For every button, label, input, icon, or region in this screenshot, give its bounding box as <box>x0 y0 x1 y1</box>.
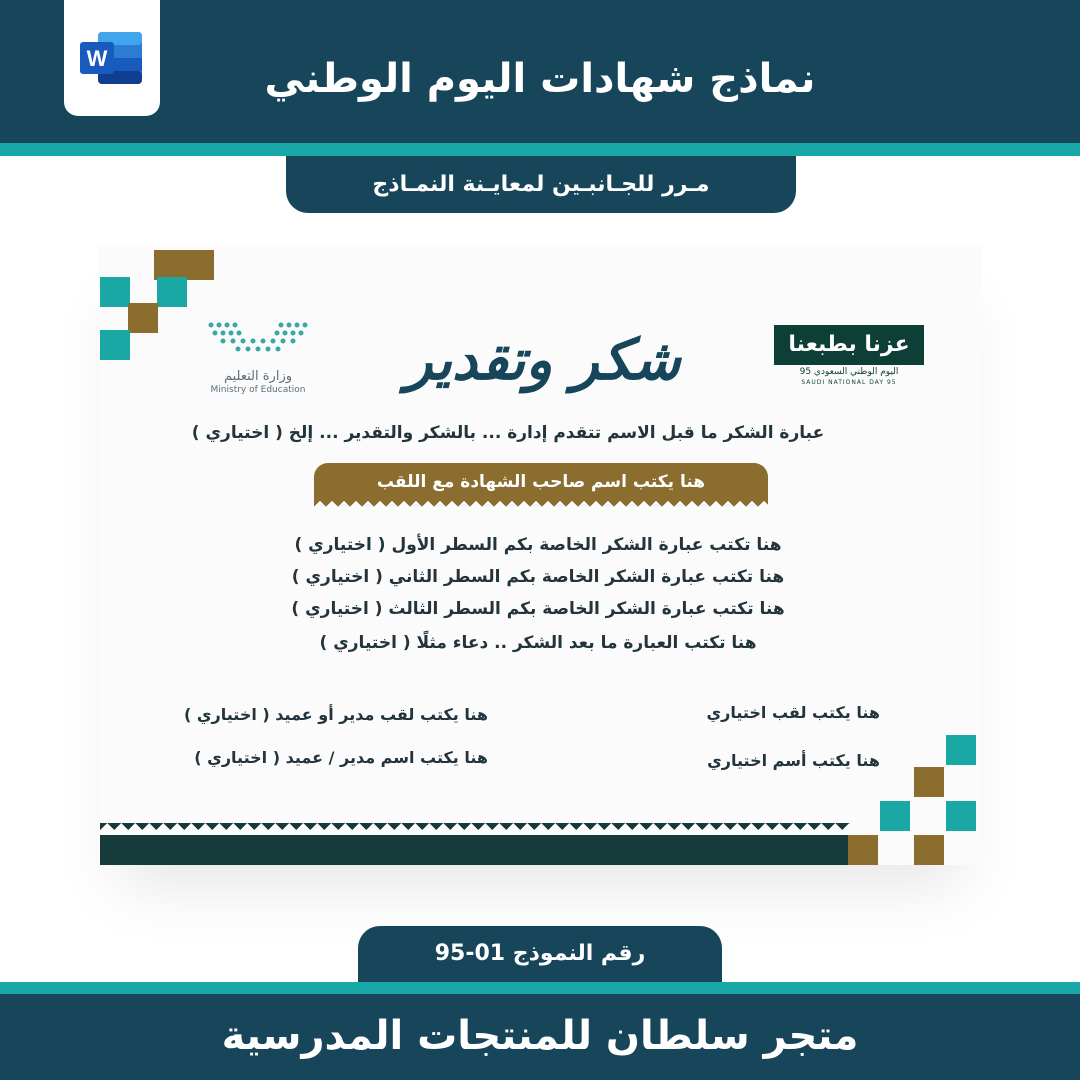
body-line-2: هنا تكتب عبارة الشكر الخاصة بكم السطر الثاني ( اختياري ) <box>291 567 785 587</box>
model-number: رقم النموذج 01-95 <box>358 926 722 982</box>
word-icon-letter: W <box>86 46 108 71</box>
store-name: متجر سلطان للمنتجات المدرسية <box>221 1013 859 1059</box>
national-day-english: SAUDI NATIONAL DAY 95 <box>801 379 897 386</box>
calligraphy-title: شكر وتقدير <box>405 327 681 393</box>
ministry-english-name: Ministry of Education <box>210 385 306 395</box>
signature-right-title: هنا يكتب لقب اختياري <box>706 703 880 722</box>
national-day-slogan: عزنا بطبعنا <box>774 325 924 365</box>
signature-left-title: هنا يكتب لقب مدير أو عميد ( اختياري ) <box>184 705 488 724</box>
ministry-arabic-name: وزارة التعليم <box>223 369 293 384</box>
bottom-band <box>100 835 850 865</box>
signature-right-name: هنا يكتب أسم اختياري <box>707 751 880 770</box>
word-icon-tile <box>64 0 160 116</box>
national-day-subtitle: اليوم الوطني السعودي 95 <box>799 367 899 377</box>
ministry-of-education-logo <box>198 315 318 405</box>
signature-left-name: هنا يكتب اسم مدير / عميد ( اختياري ) <box>194 748 488 767</box>
swipe-hint: مـرر للجـانبـين لمعايـنة النمـاذج <box>286 156 796 213</box>
word-icon <box>76 28 146 88</box>
recipient-name-banner: هنا يكتب اسم صاحب الشهادة مع اللقب <box>314 463 768 501</box>
intro-line: عبارة الشكر ما قبل الاسم تتقدم إدارة ... بالشكر والتقدير ... إلخ ( اختياري ) <box>191 423 825 443</box>
certificate-preview[interactable] <box>98 245 982 865</box>
body-line-3: هنا تكتب عبارة الشكر الخاصة بكم السطر الثالث ( اختياري ) <box>291 599 785 619</box>
page-title: نماذج شهادات اليوم الوطني <box>264 56 816 102</box>
national-day-logo <box>774 325 924 385</box>
ministry-dots-icon <box>203 315 313 363</box>
name-banner-fringe <box>314 501 768 511</box>
body-line-4: هنا تكتب العبارة ما بعد الشكر .. دعاء مثلًا ( اختياري ) <box>319 633 757 653</box>
bottom-stripe <box>0 982 1080 994</box>
body-line-1: هنا تكتب عبارة الشكر الخاصة بكم السطر الأول ( اختياري ) <box>294 535 782 555</box>
top-stripe <box>0 143 1080 156</box>
bottom-band-fringe <box>100 823 850 835</box>
